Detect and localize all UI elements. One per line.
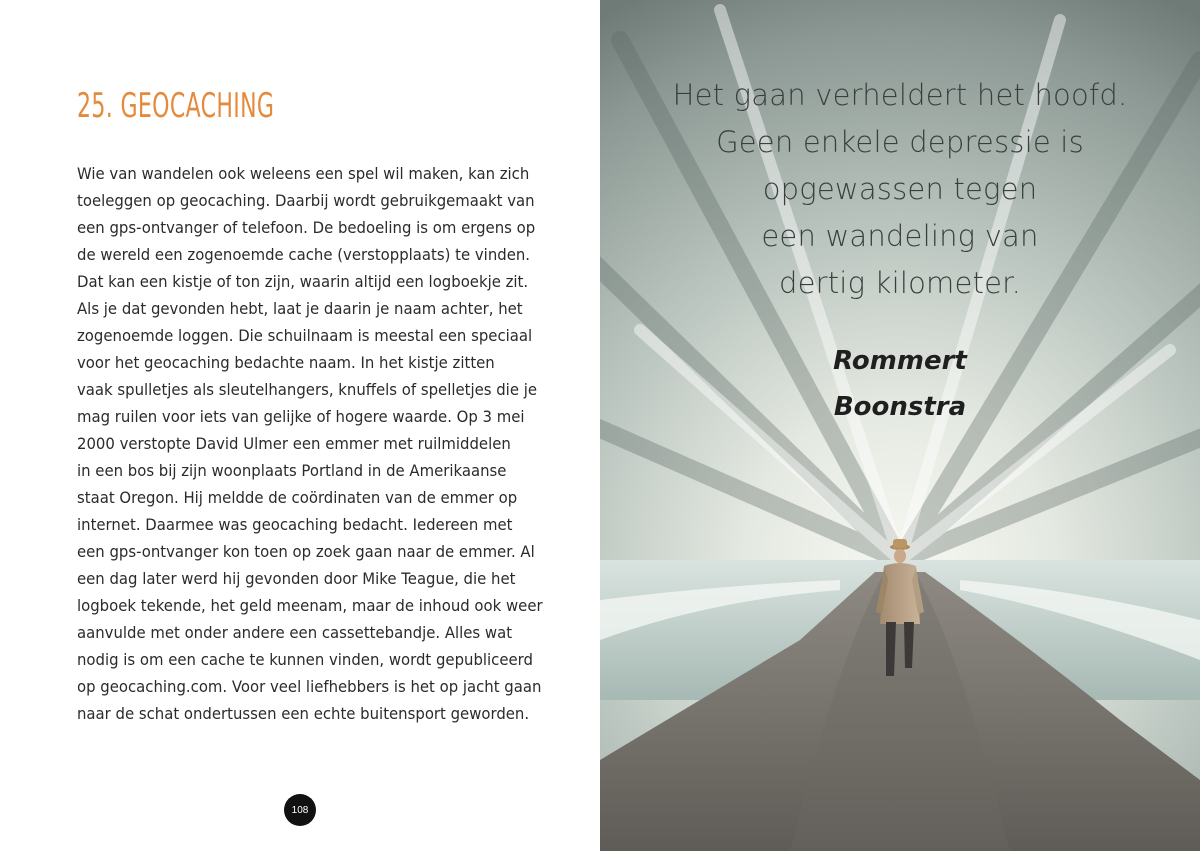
paragraph-line: internet. Daarmee was geocaching bedacht. Iedereen met [77, 515, 513, 534]
paragraph-line: een gps-ontvanger of telefoon. De bedoeling is om ergens op [77, 218, 536, 237]
paragraph-line: een dag later werd hij gevonden door Mike Teague, die het [77, 569, 516, 588]
quote-line: Het gaan verheldert het hoofd. [672, 78, 1128, 112]
paragraph-line: toeleggen op geocaching. Daarbij wordt gebruikgemaakt van [77, 191, 535, 210]
paragraph-line: Als je dat gevonden hebt, laat je daarin je naam achter, het [77, 299, 523, 318]
paragraph-line: logboek tekende, het geld meenam, maar de inhoud ook weer [77, 596, 543, 615]
paragraph-line: mag ruilen voor iets van gelijke of hogere waarde. Op 3 mei [77, 407, 525, 426]
paragraph-line: voor het geocaching bedachte naam. In het kistje zitten [77, 353, 495, 372]
quote-author [600, 338, 1200, 430]
paragraph-line: nodig is om een cache te kunnen vinden, wordt gepubliceerd [77, 650, 533, 669]
paragraph-line: 2000 verstopte David Ulmer een emmer met ruilmiddelen [77, 434, 511, 453]
quote-block [600, 72, 1200, 307]
paragraph-line: op geocaching.com. Voor veel liefhebbers is het op jacht gaan [77, 677, 542, 696]
paragraph-line: in een bos bij zijn woonplaats Portland in de Amerikaanse [77, 461, 507, 480]
author-last-name: Boonstra [833, 392, 967, 422]
author-first-name: Rommert [833, 346, 967, 376]
body-paragraph [77, 160, 547, 727]
paragraph-line: staat Oregon. Hij meldde de coördinaten van de emmer op [77, 488, 518, 507]
paragraph-line: aanvulde met onder andere een cassettebandje. Alles wat [77, 623, 513, 642]
paragraph-line: Wie van wandelen ook weleens een spel wil maken, kan zich [77, 164, 530, 183]
quote-line: een wandeling van [761, 219, 1039, 253]
page-number-badge: 108 [284, 794, 316, 826]
quote-line: opgewassen tegen [762, 172, 1038, 206]
quote-line: dertig kilometer. [778, 266, 1022, 300]
right-page [600, 0, 1200, 851]
paragraph-line: de wereld een zogenoemde cache (verstopplaats) te vinden. [77, 245, 531, 264]
paragraph-line: vaak spulletjes als sleutelhangers, knuffels of spelletjes die je [77, 380, 538, 399]
quote-line: Geen enkele depressie is [716, 125, 1084, 159]
chapter-heading: 25. GEOCACHING [77, 86, 275, 126]
paragraph-line: naar de schat ondertussen een echte buitensport geworden. [77, 704, 530, 723]
paragraph-line: zogenoemde loggen. Die schuilnaam is meestal een speciaal [77, 326, 533, 345]
paragraph-line: een gps-ontvanger kon toen op zoek gaan naar de emmer. Al [77, 542, 535, 561]
paragraph-line: Dat kan een kistje of ton zijn, waarin altijd een logboekje zit. [77, 272, 529, 291]
